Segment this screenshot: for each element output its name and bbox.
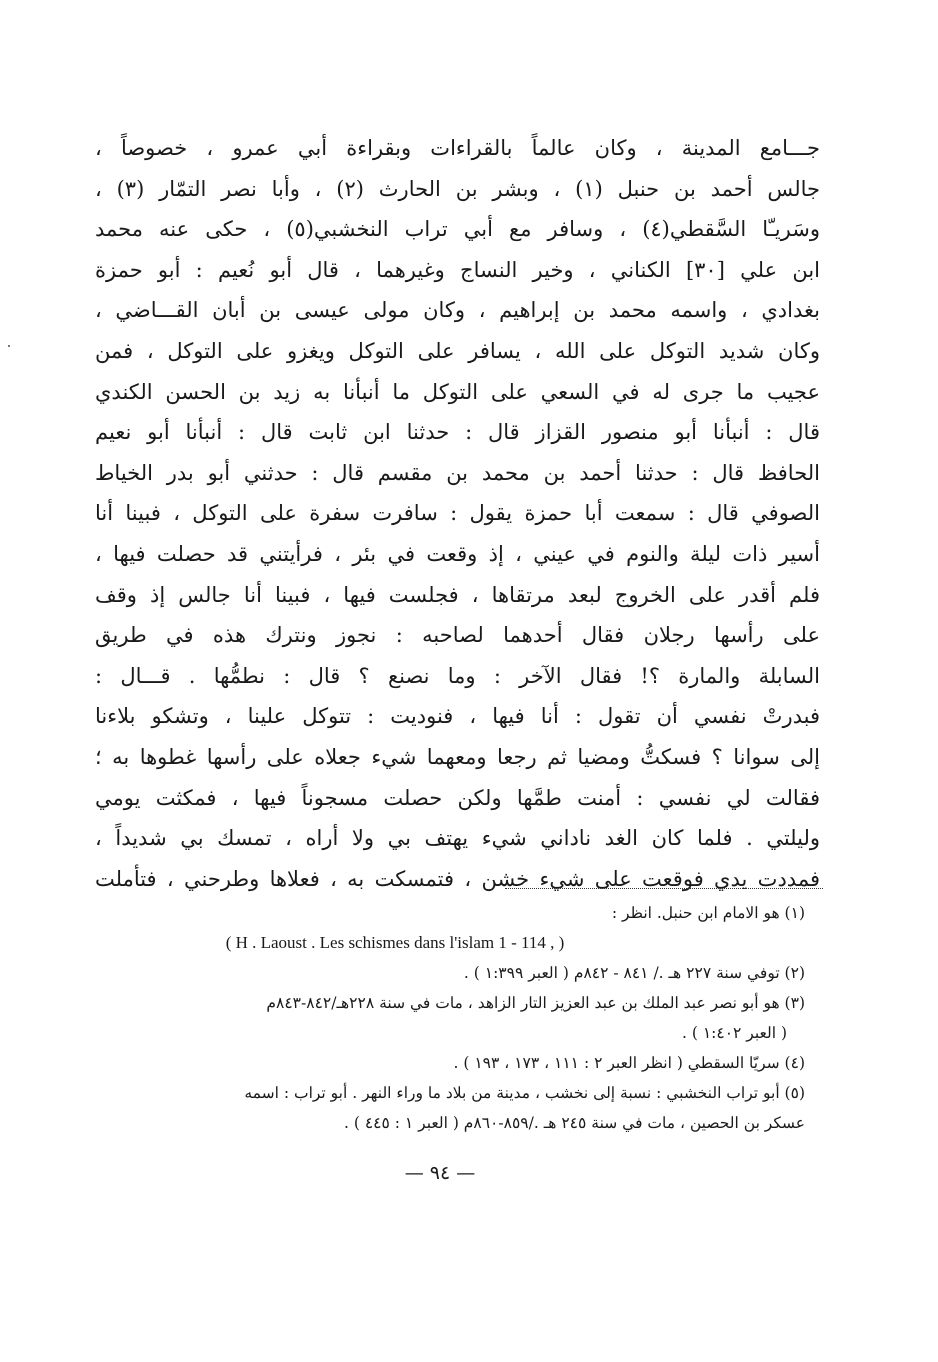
footnote-3: (٣) هو أبو نصر عبد الملك بن عبد العزيز التار الزاهد ، مات في سنة ٢٢٨هـ/٨٤٢-٨٤٣م	[266, 994, 805, 1012]
footnotes	[105, 898, 805, 1138]
footnote-4: (٤) سريّا السقطي ( انظر العبر ٢ : ١١١ ، ١٧٣ ، ١٩٣ ) .	[453, 1054, 805, 1072]
text-line: فلم أقدر على الخروج لبعد مرتقاها ، فجلست فيها ، فبينا أنا جالس إذ وقف	[95, 582, 820, 607]
text-line: جالس أحمد بن حنبل (١) ، وبشر بن الحارث (٢) ، وأبا نصر التمّار (٣) ،	[95, 176, 820, 201]
text-line: الحافظ قال : حدثنا أحمد بن محمد بن مقسم قال : حدثني أبو بدر الخياط	[95, 460, 820, 485]
text-line: السابلة والمارة ؟! فقال الآخر : وما نصنع ؟ قال : نطمُّها . قـــال :	[95, 663, 820, 688]
text-line: ابن علي [٣٠] الكناني ، وخير النساج وغيرهما ، قال أبو نُعيم : أبو حمزة	[95, 257, 820, 282]
footnote-1: (١) هو الامام ابن حنبل. انظر :	[611, 904, 805, 922]
text-line: وليلتي . فلما كان الغد ناداني شيء يهتف بي ولا أراه ، تمسك بي شديداً ،	[95, 826, 820, 851]
text-line: على رأسها رجلان فقال أحدهما لصاحبه : نجوز ونترك هذه في طريق	[95, 623, 820, 648]
page-number: — ٩٤ —	[404, 1162, 476, 1184]
footnote-3-continuation: ( العبر ١:٤٠٢ ) .	[682, 1024, 787, 1042]
text-line: فمددت يدي فوقعت على شيء خشن ، فتمسكت به ، فعلاها وطرحني ، فتأملت	[95, 866, 820, 891]
margin-speck	[8, 345, 10, 347]
footnote-separator	[505, 888, 823, 889]
text-line: قال : أنبأنا أبو منصور القزاز قال : حدثنا ابن ثابت قال : أنبأنا أبو نعيم	[95, 420, 820, 445]
main-text	[95, 128, 820, 899]
footnote-1-citation: ( H . Laoust . Les schismes dans l'islam 1 - 114 , )	[225, 933, 565, 952]
text-line: أسير ذات ليلة والنوم في عيني ، إذ وقعت في بئر ، فرأيتني قد حصلت فيها ،	[95, 541, 820, 566]
text-line: فبدرتْ نفسي أن تقول : أنا فيها ، فنوديت : تتوكل علينا ، وتشكو بلاءنا	[95, 704, 820, 729]
text-line: وكان شديد التوكل على الله ، يسافر على التوكل ويغزو على التوكل ، فمن	[95, 338, 820, 363]
text-line: فقالت لي نفسي : أمنت طمَّها ولكن حصلت مسجوناً فيها ، فمكثت يومي	[95, 785, 820, 810]
text-line: إلى سوانا ؟ فسكتُّ ومضيا ثم رجعا ومعهما شيء جعلاه على رأسها غطوها به ؛	[95, 744, 820, 769]
footnote-5-continuation: عسكر بن الحصين ، مات في سنة ٢٤٥ هـ ./٨٥٩-٨٦٠م ( العبر ١ : ٤٤٥ ) .	[344, 1114, 805, 1132]
text-line: عجيب ما جرى له في السعي على التوكل ما أنبأنا به زيد بن الحسن الكندي	[95, 379, 820, 404]
text-line: الصوفي قال : سمعت أبا حمزة يقول : سافرت سفرة على التوكل ، فبينا أنا	[95, 501, 820, 526]
text-line: جـــامع المدينة ، وكان عالماً بالقراءات وبقراءة أبي عمرو ، خصوصاً ،	[95, 136, 820, 160]
text-line: بغدادي ، واسمه محمد بن إبراهيم ، وكان مولى عيسى بن أبان القـــاضي ،	[95, 298, 820, 323]
footnote-2: (٢) توفي سنة ٢٢٧ هـ ./ ٨٤١ - ٨٤٢م ( العبر ١:٣٩٩ ) .	[463, 964, 805, 982]
text-line: وسَريـّا السَّقطي(٤) ، وسافر مع أبي تراب النخشبي(٥) ، حكى عنه محمد	[95, 217, 820, 242]
footnote-5: (٥) أبو تراب النخشبي : نسبة إلى نخشب ، مدينة من بلاد ما وراء النهر . أبو تراب : اسمه	[244, 1084, 805, 1102]
